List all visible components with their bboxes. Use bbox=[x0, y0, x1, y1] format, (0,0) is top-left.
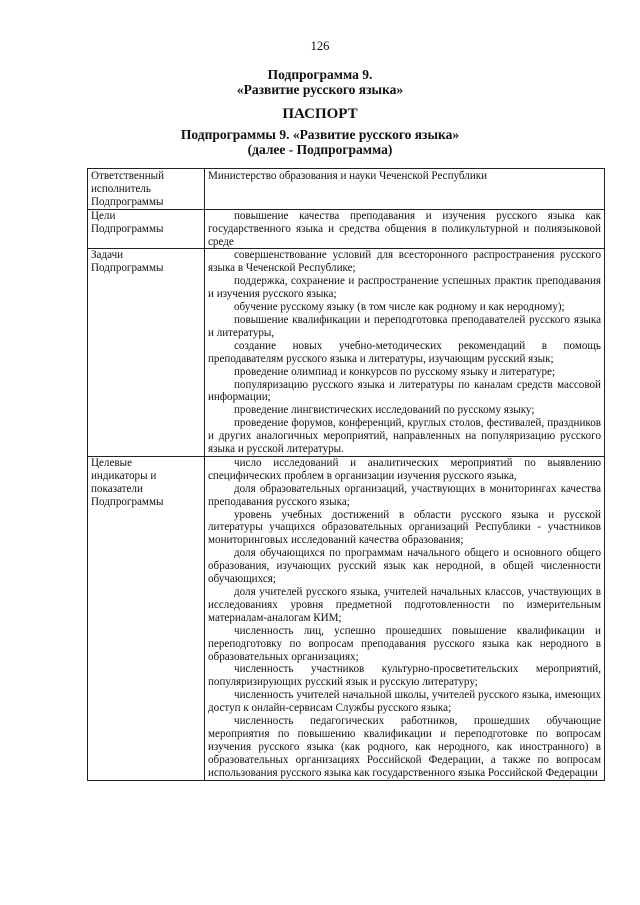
content-paragraph: доля обучающихся по программам начального общего и основного общего образования, изучающих русский язык как неродной, в общей численности обучающихся; bbox=[208, 547, 601, 586]
row-content bbox=[205, 169, 605, 210]
content-paragraph: численность учителей начальной школы, учителей русского языка, имеющих доступ к онлайн-сервисам Службы русского языка; bbox=[208, 689, 601, 715]
content-paragraph: повышение качества преподавания и изучения русского языка как государственного языка и средства общения в поликультурной и полиязыковой среде bbox=[208, 209, 601, 248]
content-paragraph: Министерство образования и науки Чеченской Республики bbox=[208, 170, 488, 182]
content-paragraph: создание новых учебно-методических рекомендаций в помощь преподавателям русского языка и литературы, изучающим русский язык; bbox=[208, 339, 601, 365]
row-content bbox=[205, 456, 605, 780]
passport-subtitle bbox=[0, 127, 640, 157]
content-paragraph: обучение русскому языку (в том числе как родному и как неродному); bbox=[234, 301, 565, 314]
row-label: Целевые индикаторы и показатели Подпрограммы bbox=[88, 456, 205, 780]
content-paragraph: поддержка, сохранение и распространение успешных практик преподавания и изучения русского языка; bbox=[208, 275, 601, 301]
content-paragraph: популяризацию русского языка и литературы по каналам средств массовой информации; bbox=[208, 378, 601, 404]
content-paragraph: повышение квалификации и переподготовка преподавателей русского языка и литературы, bbox=[208, 313, 601, 339]
content-paragraph: численность лиц, успешно прошедших повышение квалификации и переподготовку по вопросам преподавания русского языка как неродного в образовательных организациях; bbox=[208, 624, 601, 663]
content-paragraph: проведение лингвистических исследований по русскому языку; bbox=[234, 404, 535, 417]
row-label: Задачи Подпрограммы bbox=[88, 249, 205, 457]
table-row-indicators bbox=[88, 456, 605, 780]
row-label: Ответственный исполнитель Подпрограммы bbox=[88, 169, 205, 210]
passport-subtitle-line2: (далее - Подпрограмма) bbox=[247, 142, 393, 157]
table-row-goals bbox=[88, 209, 605, 249]
subprogram-title-line2: «Развитие русского языка» bbox=[236, 82, 404, 97]
content-paragraph: совершенствование условий для всесторонного распространения русского языка в Чеченской Республике; bbox=[208, 249, 601, 275]
row-label: Цели Подпрограммы bbox=[88, 209, 205, 249]
content-paragraph: проведение олимпиад и конкурсов по русскому языку и литературе; bbox=[234, 365, 556, 378]
content-paragraph: численность педагогических работников, прошедших обучающие мероприятия по повышению квалификации и переподготовке по вопросам изучения русского языка (как родного, как неродного, как иностранного) в образовательных организациях Российской Федерации, а также по вопросам использования русского языка как государственного языка Российской Федерации bbox=[208, 715, 601, 779]
table-row-executor bbox=[88, 169, 605, 210]
content-paragraph: уровень учебных достижений в области русского языка и русской литературы учащихся образовательных организаций Республики - участников мониторинговых исследований качества образования; bbox=[208, 508, 601, 547]
content-paragraph: доля образовательных организаций, участвующих в мониторингах качества преподавания русского языка; bbox=[208, 482, 601, 508]
row-content bbox=[205, 249, 605, 457]
passport-table bbox=[87, 168, 605, 781]
content-paragraph: проведение форумов, конференций, круглых столов, фестивалей, праздников и других аналогичных мероприятий, направленных на популяризацию русского языка и русской литературы. bbox=[208, 417, 601, 456]
page-number: 126 bbox=[310, 39, 330, 53]
content-paragraph: число исследований и аналитических мероприятий по выявлению специфических проблем в организации изучения русского языка, bbox=[208, 456, 601, 482]
row-content bbox=[205, 209, 605, 249]
passport-title: ПАСПОРТ bbox=[282, 106, 358, 122]
subprogram-title-line1: Подпрограмма 9. bbox=[267, 67, 373, 82]
passport-subtitle-line1: Подпрограммы 9. «Развитие русского языка» bbox=[180, 127, 460, 142]
table-row-tasks bbox=[88, 249, 605, 457]
content-paragraph: численность участников культурно-просветительских мероприятий, популяризирующих русский язык и русскую литературу; bbox=[208, 663, 601, 689]
subprogram-title bbox=[0, 67, 640, 97]
content-paragraph: доля учителей русского языка, учителей начальных классов, участвующих в исследованиях уровня предметной подготовленности по измерительным материалам-аналогам КИМ; bbox=[208, 586, 601, 624]
